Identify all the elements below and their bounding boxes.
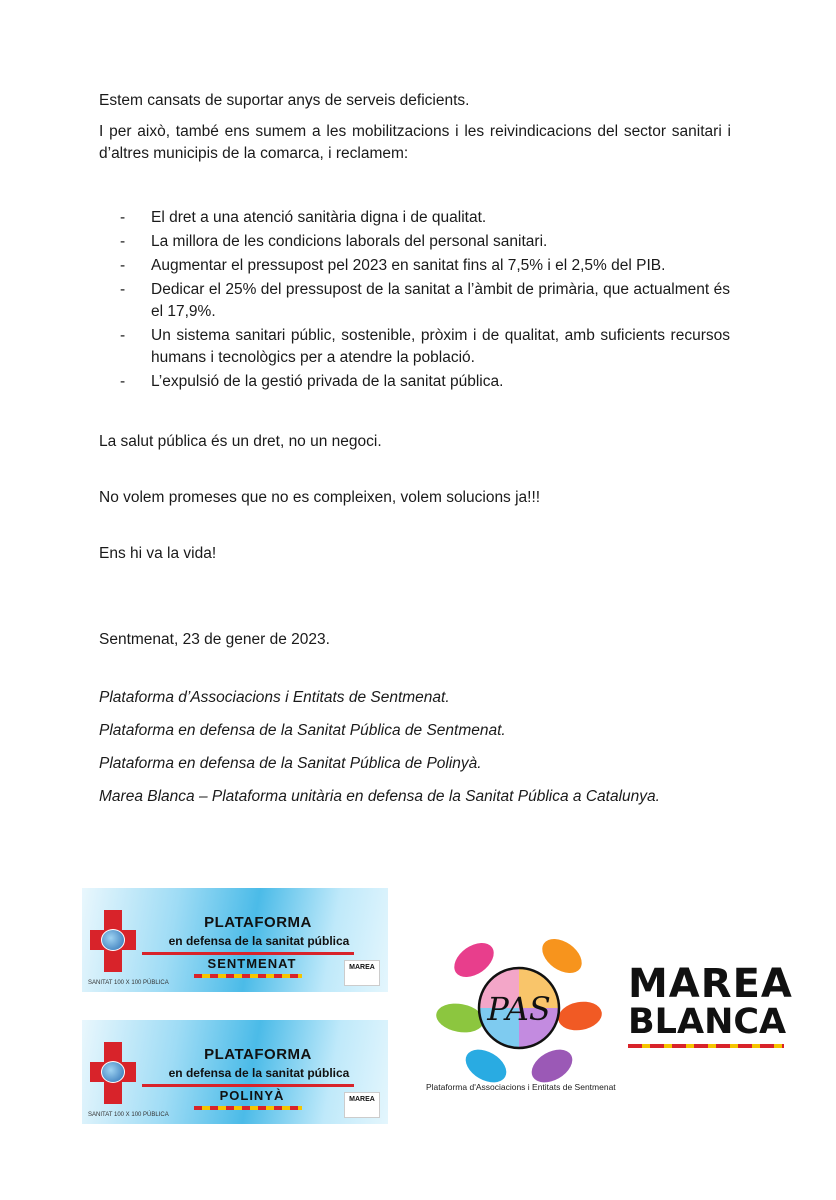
pas-letters: PAS [487, 990, 551, 1028]
marea-blanca-logo [628, 961, 793, 1048]
intro-paragraph-2: I per això, també ens sumem a les mobilitzacions i les reivindicacions del sector sanitari i d’altres municipis de la comarca, i reclamem: [99, 123, 731, 162]
statement-3: Ens hi va la vida! [99, 545, 217, 562]
banner-small-text: SANITAT 100 X 100 PÚBLICA [88, 1112, 169, 1118]
flag-stripe [628, 1044, 784, 1048]
statement-2: No volem promeses que no es compleixen, volem solucions ja!!! [99, 489, 541, 506]
signatory-4: Marea Blanca – Plataforma unitària en defensa de la Sanitat Pública a Catalunya. [99, 788, 660, 805]
list-item: - La millora de les condicions laborals del personal sanitari. [120, 231, 730, 253]
pas-caption: Plataforma d'Associacions i Entitats de Sentmenat [426, 1082, 616, 1092]
bullet-dash: - [120, 233, 126, 250]
bullet-dash: - [120, 373, 126, 390]
demands-list [120, 207, 730, 395]
signatory-3: Plataforma en defensa de la Sanitat Pública de Polinyà. [99, 755, 482, 772]
globe-icon [101, 1061, 125, 1083]
bullet-dash: - [120, 257, 126, 274]
marea-blanca-line1: MAREA [628, 961, 793, 1007]
bullet-dash: - [120, 281, 126, 298]
globe-icon [101, 929, 125, 951]
place-date: Sentmenat, 23 de gener de 2023. [99, 631, 330, 648]
list-item: - Dedicar el 25% del pressupost de la sanitat a l’àmbit de primària, que actualment és el 17,9%. [120, 281, 730, 320]
list-item: - L’expulsió de la gestió privada de la sanitat pública. [120, 371, 730, 393]
list-item: - El dret a una atenció sanitària digna i de qualitat. [120, 207, 730, 229]
list-item: - Augmentar el pressupost pel 2023 en sanitat fins al 7,5% i el 2,5% del PIB. [120, 255, 730, 277]
banner-title: PLATAFORMA [204, 914, 312, 931]
banner-marea-badge: MAREA [344, 1092, 380, 1118]
bullet-dash: - [120, 209, 126, 226]
banner-title: PLATAFORMA [204, 1046, 312, 1063]
pas-hands-logo [434, 920, 604, 1090]
statement-1: La salut pública és un dret, no un negoci. [99, 433, 382, 450]
banner-town: SENTMENAT [207, 956, 297, 971]
signatory-1: Plataforma d’Associacions i Entitats de Sentmenat. [99, 689, 450, 706]
banner-subtitle: en defensa de la sanitat pública [168, 1066, 350, 1080]
marea-blanca-line2: BLANCA [628, 1002, 787, 1042]
banner-polinya-logo [82, 1020, 388, 1124]
banner-marea-badge: MAREA [344, 960, 380, 986]
banner-small-text: SANITAT 100 X 100 PÚBLICA [88, 980, 169, 986]
banner-town: POLINYÀ [219, 1088, 285, 1103]
banner-sentmenat-logo [82, 888, 388, 992]
list-item: - Un sistema sanitari públic, sostenible, pròxim i de qualitat, amb suficients recursos humans i tecnològics per a atendre la població. [120, 327, 730, 366]
banner-subtitle: en defensa de la sanitat pública [168, 934, 350, 948]
intro-paragraph-1: Estem cansats de suportar anys de serveis deficients. [99, 92, 470, 109]
signatory-2: Plataforma en defensa de la Sanitat Pública de Sentmenat. [99, 722, 506, 739]
bullet-dash: - [120, 327, 126, 344]
